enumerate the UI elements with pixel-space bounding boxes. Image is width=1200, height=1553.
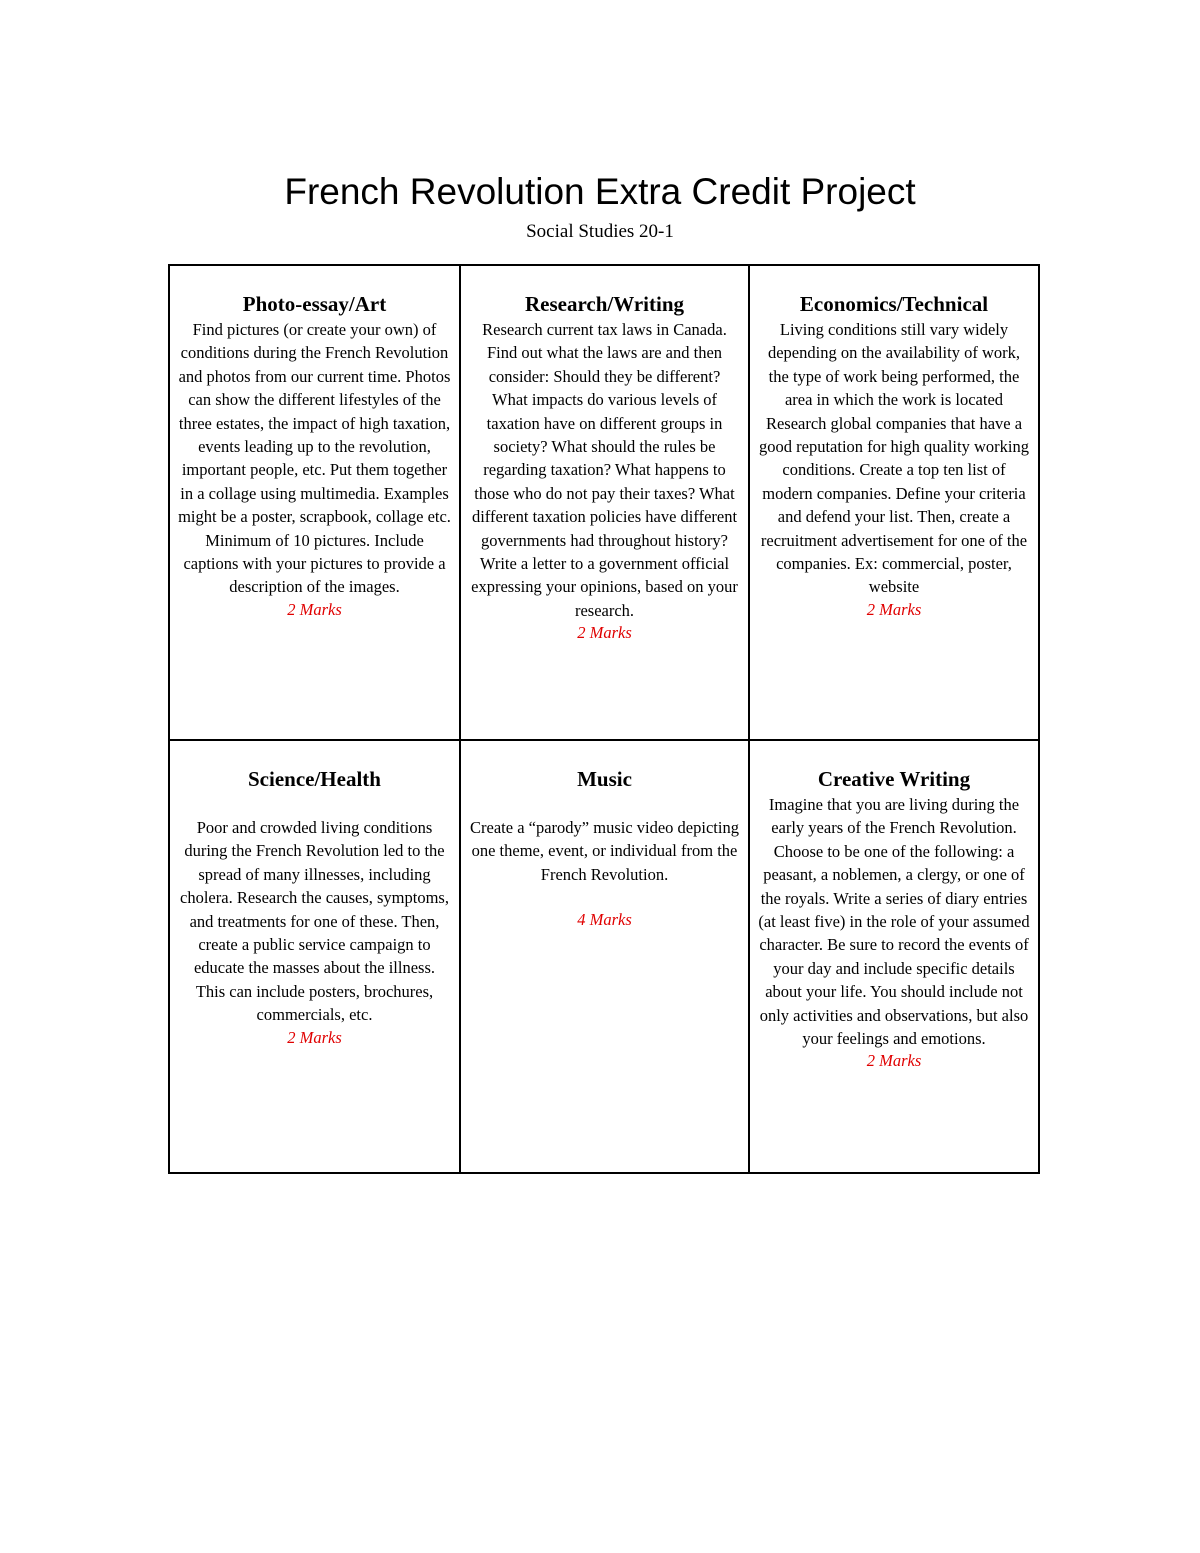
marks-label: 4 Marks xyxy=(577,910,632,930)
cell-heading: Research/Writing xyxy=(524,292,685,316)
cell-description: Create a “parody” music video depicting one theme, event, or individual from the French Revolution. xyxy=(470,818,739,884)
cell-heading: Economics/Technical xyxy=(799,292,989,316)
cell-economics-technical xyxy=(750,266,1038,741)
cell-photo-essay-art xyxy=(170,266,461,741)
marks-label: 2 Marks xyxy=(577,623,632,643)
cell-heading: Creative Writing xyxy=(817,767,971,791)
marks-label: 2 Marks xyxy=(287,1027,342,1047)
blank-line xyxy=(469,886,740,909)
cell-creative-writing xyxy=(750,741,1038,1172)
marks-label: 2 Marks xyxy=(287,599,342,619)
cell-research-writing xyxy=(461,266,750,741)
cell-music xyxy=(461,741,750,1172)
cell-description: Find pictures (or create your own) of conditions during the French Revolution and photos from our current time. Photos can show the different lifestyles of the three estates, the impact of high taxation, events leading up to the revolution, important people, etc. Put them together in a collage using multimedia. Examples might be a poster, scrapbook, collage etc. Minimum of 10 pictures. Include captions with your pictures to provide a description of the images. xyxy=(178,320,451,597)
marks-label: 2 Marks xyxy=(866,1051,922,1071)
project-options-table xyxy=(168,264,1040,1174)
document-title: French Revolution Extra Credit Project xyxy=(284,171,916,212)
marks-label: 2 Marks xyxy=(866,599,922,619)
blank-line xyxy=(178,793,451,816)
cell-description: Living conditions still vary widely depending on the availability of work, the type of work being performed, the area in which the work is located Research global companies that have a good reputation for high quality working conditions. Create a top ten list of modern companies. Define your criteria and defend your list. Then, create a recruitment advertisement for one of the companies. Ex: commercial, poster, website xyxy=(759,320,1029,597)
document-subtitle: Social Studies 20-1 xyxy=(526,221,674,242)
cell-description: Poor and crowded living conditions during the French Revolution led to the spread of many illnesses, including cholera. Research the causes, symptoms, and treatments for one of these. Then, create a public service campaign to educate the masses about the illness. This can include posters, brochures, commercials, etc. xyxy=(180,818,449,1025)
cell-science-health xyxy=(170,741,461,1172)
cell-heading: Science/Health xyxy=(248,767,381,791)
blank-line xyxy=(469,793,740,816)
cell-description: Imagine that you are living during the early years of the French Revolution. Choose to be one of the following: a peasant, a noblemen, a clergy, or one of the royals. Write a series of diary entries (at least five) in the role of your assumed character. Be sure to record the events of your day and include specific details about your life. You should include not only activities and observations, but also your feelings and emotions. xyxy=(758,795,1030,1049)
cell-description: Research current tax laws in Canada. Find out what the laws are and then consider: Should they be different? What impacts do various levels of taxation have on different groups in society? What should the rules be regarding taxation? What happens to those who do not pay their taxes? What different taxation policies have different governments had throughout history? Write a letter to a government official expressing your opinions, based on your research. xyxy=(471,320,738,620)
cell-heading: Photo-essay/Art xyxy=(242,292,387,316)
cell-heading: Music xyxy=(577,767,632,791)
